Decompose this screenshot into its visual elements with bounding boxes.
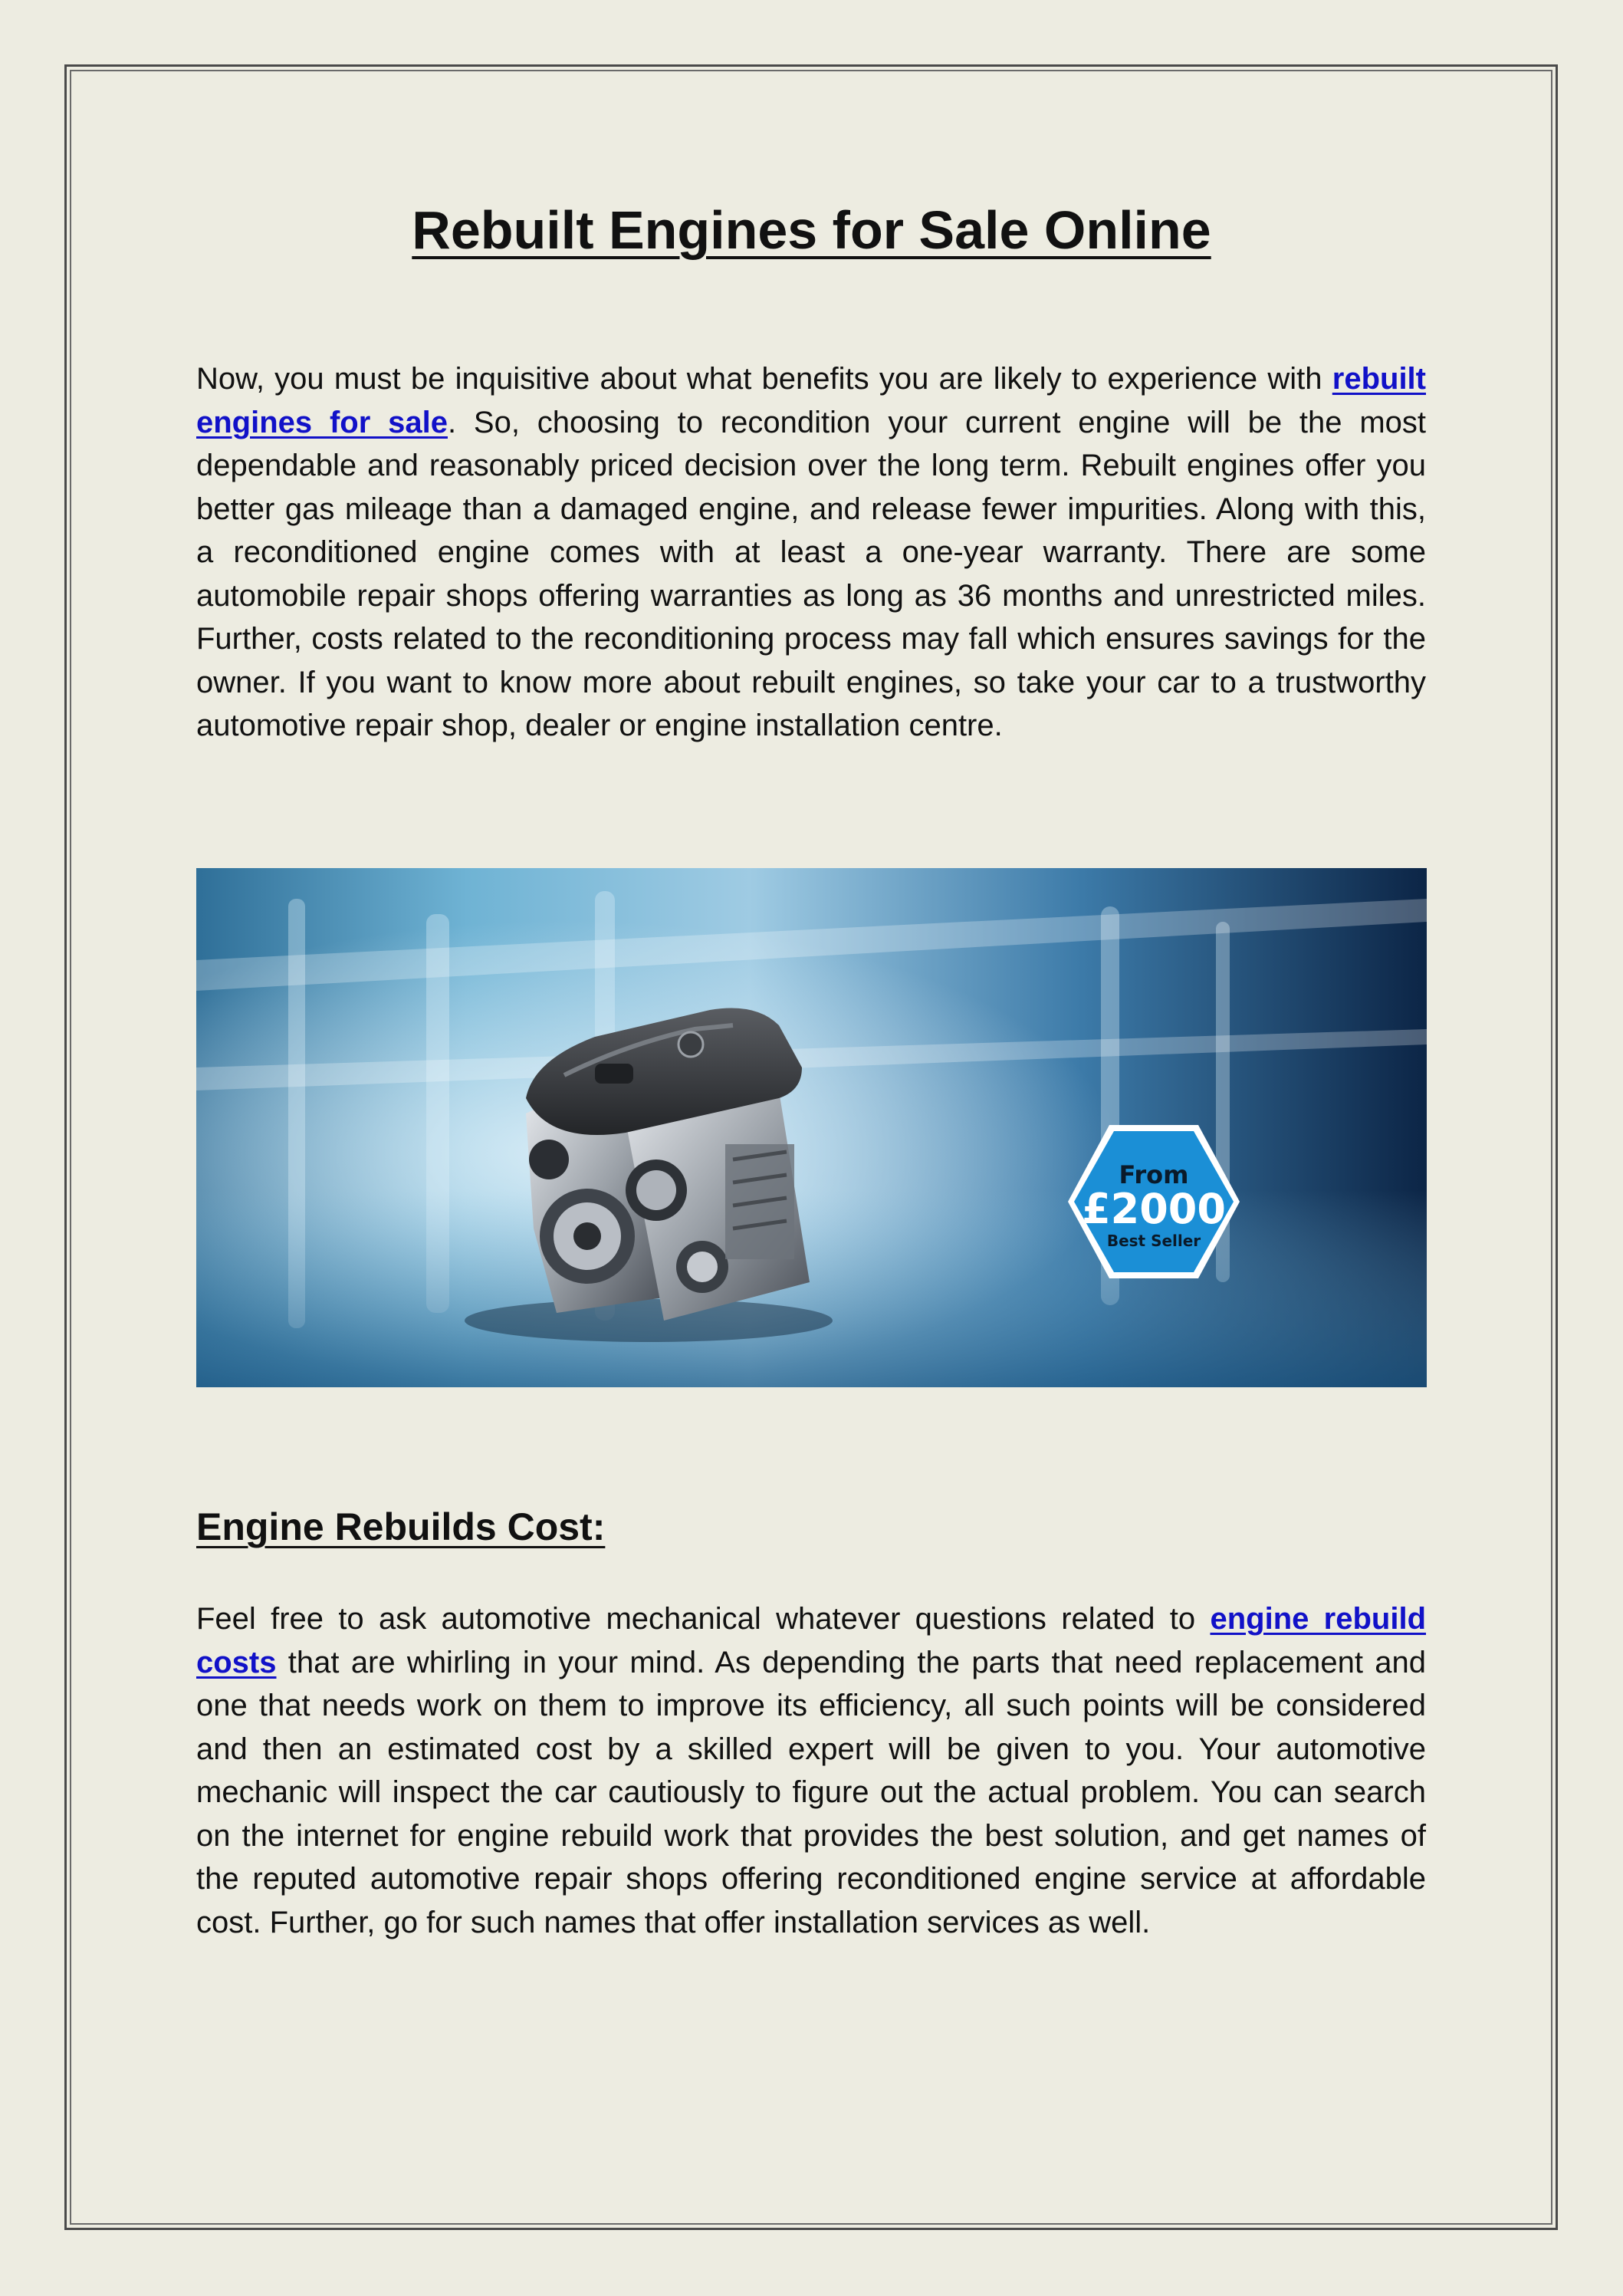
cost-paragraph (196, 1597, 1426, 1944)
section-heading: Engine Rebuilds Cost: (196, 1505, 606, 1548)
rebuilt-engines-link[interactable]: rebuilt engines for sale (196, 362, 1426, 439)
cost-text-start: Feel free to ask automotive mechanical whatever questions related to (196, 1602, 1211, 1636)
badge-from: From (1119, 1160, 1189, 1189)
cost-text-rest: that are whirling in your mind. As depending the parts that need replacement and one that needs work on them to improve its efficiency, all such points will be considered and then an estimated cost by a skilled expert will be given to you. Your automotive mechanic will inspect the car cautiously to figure out the actual problem. You can search on the internet for engine rebuild work that provides the best solution, and get names of the reputed automotive repair shops offering reconditioned engine service at affordable cost. Further, go for such names that offer installation services as well. (196, 1645, 1426, 1939)
badge-best-seller: Best Seller (1106, 1232, 1201, 1250)
intro-text-rest: . So, choosing to recondition your current engine will be the most dependable and reasonably priced decision over the long term. Rebuilt engines offer you better gas mileage than a damaged engine, and release fewer impurities. Along with this, a reconditioned engine comes with at least a one-year warranty. There are some automobile repair shops offering warranties as long as 36 months and unrestricted miles. Further, costs related to the reconditioning process may fall which ensures savings for the owner. If you want to know more about rebuilt engines, so take your car to a trustworthy automotive repair shop, dealer or engine installation centre. (196, 405, 1426, 742)
engine-hero-image (196, 868, 1427, 1387)
engine-rebuild-costs-link[interactable]: engine rebuild costs (196, 1602, 1427, 1679)
intro-paragraph (196, 357, 1426, 748)
intro-text-start: Now, you must be inquisitive about what benefits you are likely to experience with (196, 362, 1332, 396)
page-title: Rebuilt Engines for Sale Online (412, 200, 1211, 260)
badge-price: £2000 (1082, 1185, 1226, 1233)
